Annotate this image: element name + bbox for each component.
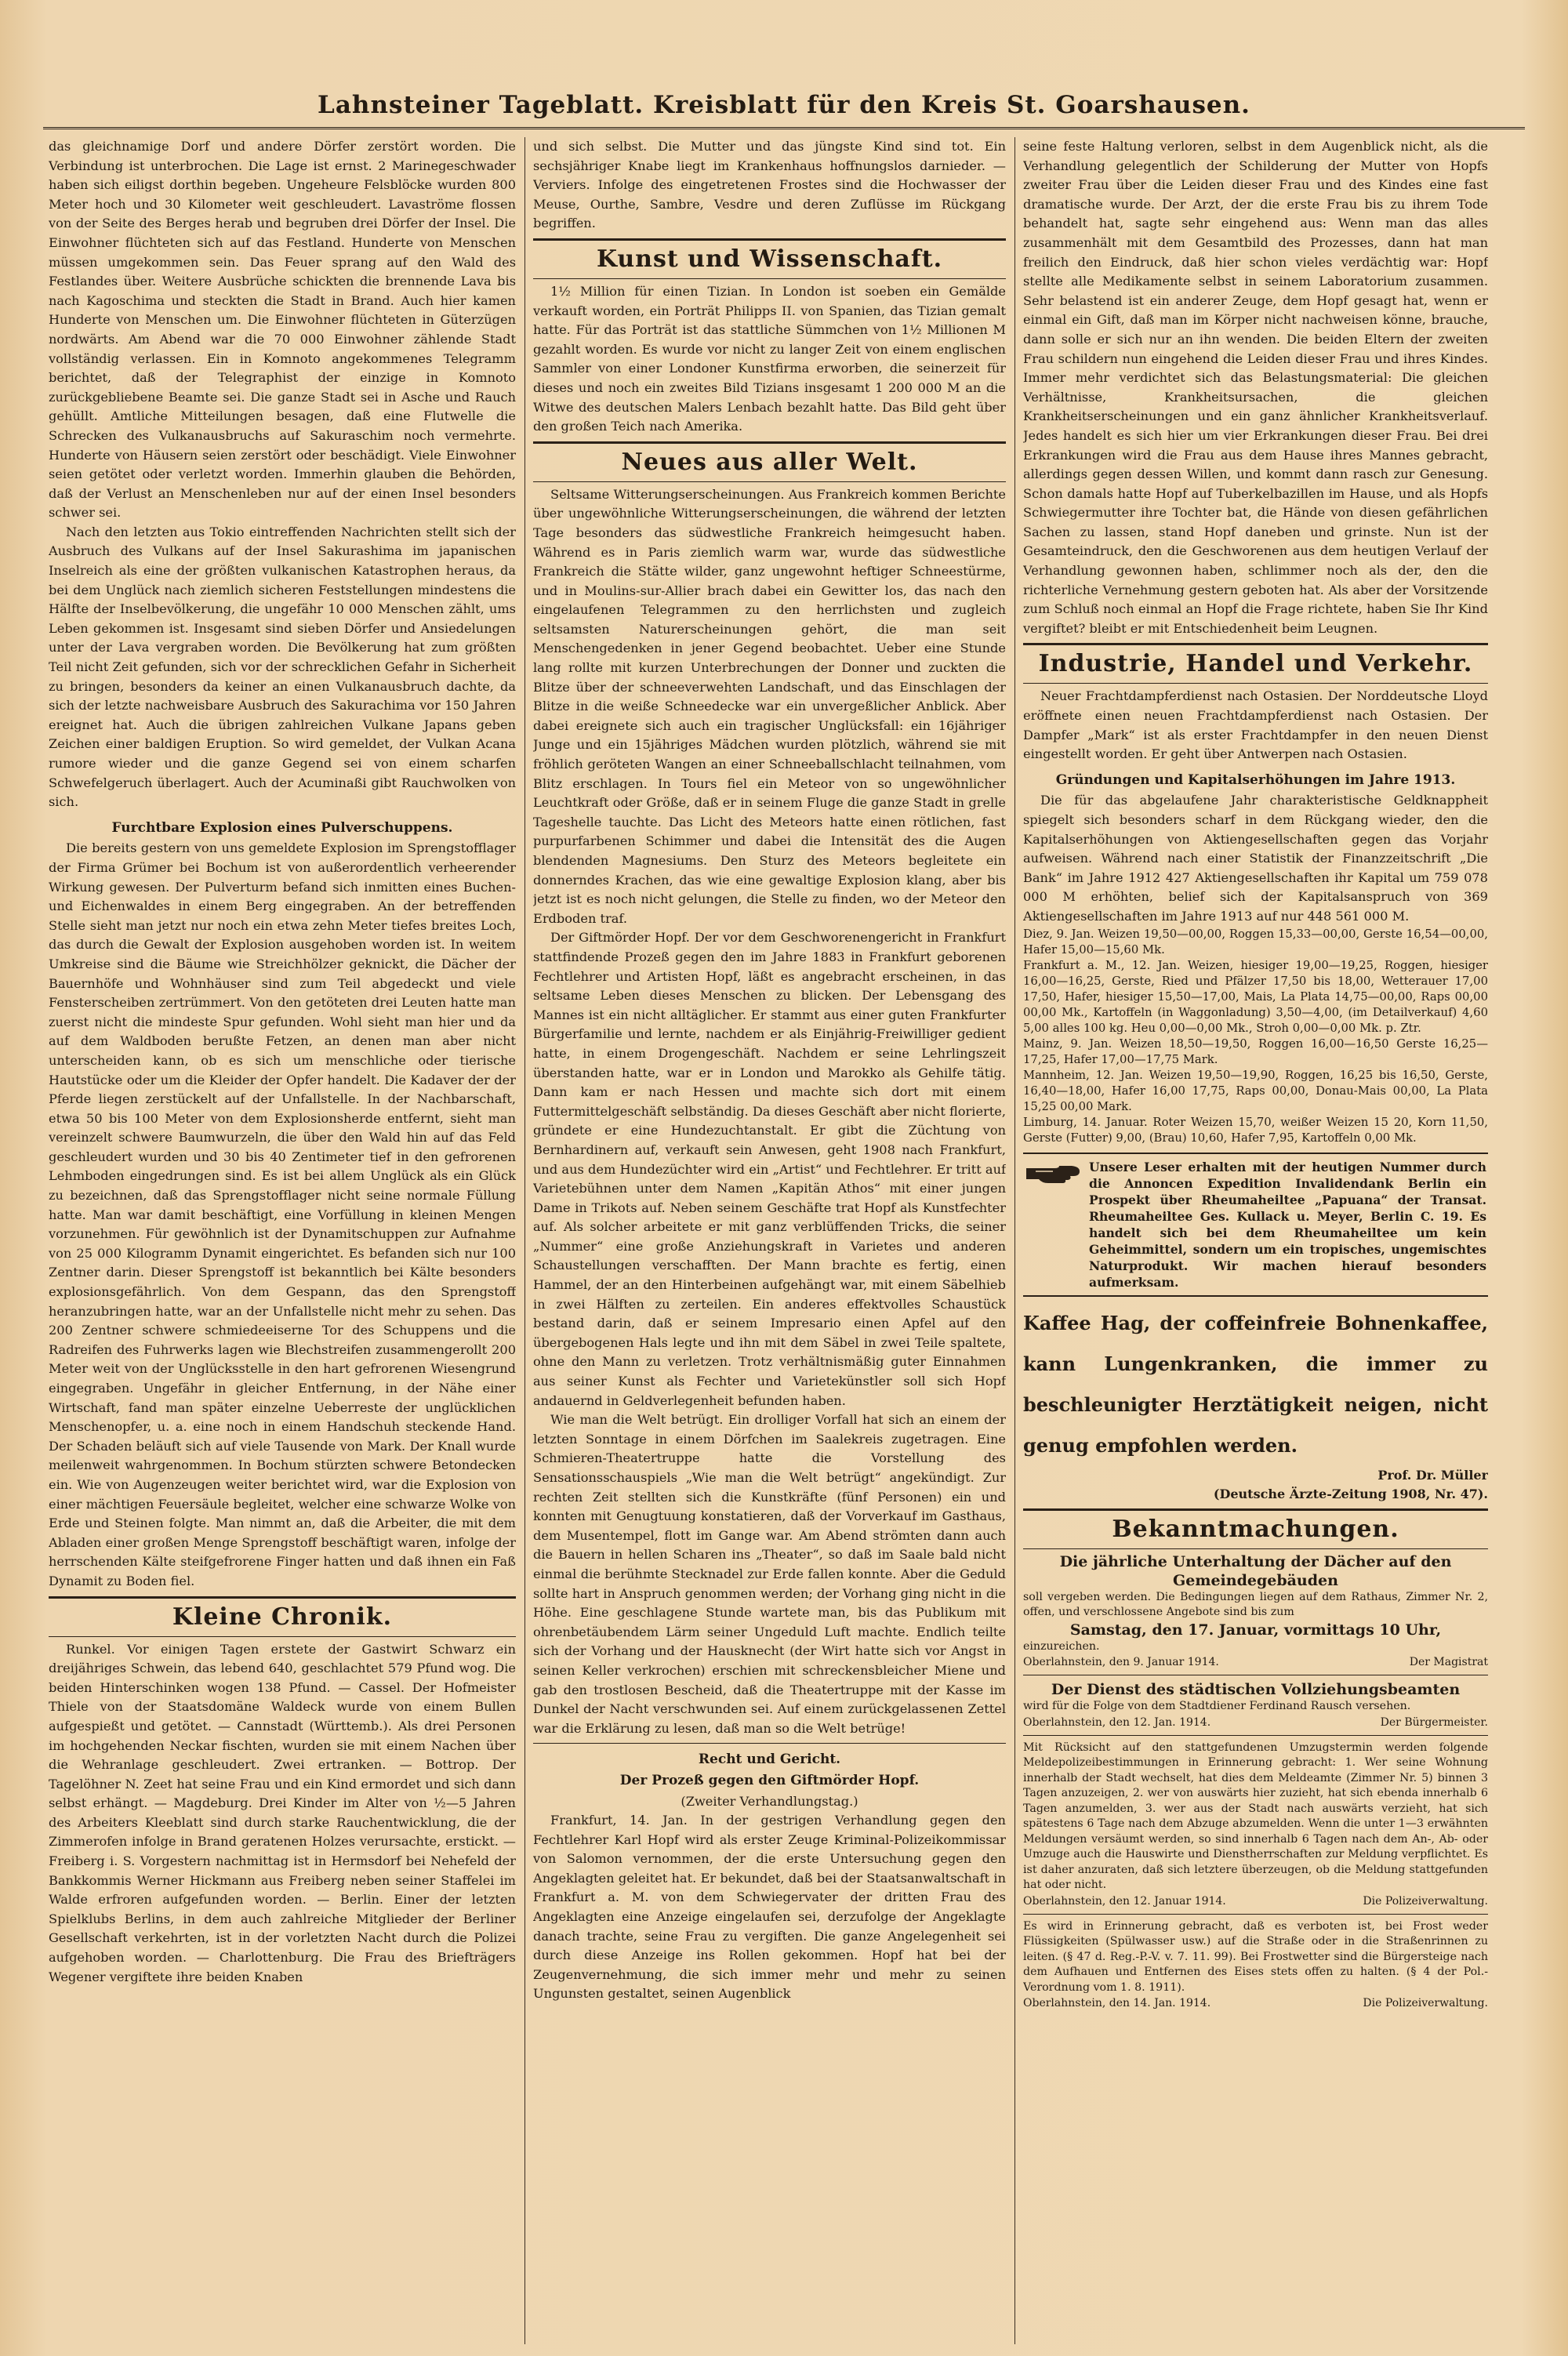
notice-daecher-sign: Der Magistrat — [1409, 1656, 1488, 1669]
headline-prozess-sub: (Zweiter Verhandlungstag.) — [681, 1793, 858, 1809]
article-tizian: 1½ Million für einen Tizian. In London ist soeben ein Gemälde verkauft worden, ein Porträt Philipps II. von Spanien, das Tizian gemalt hatte. Für das Porträt ist das stattliche Sümmchen von 1½ Millionen M gezahlt worden. Es wurde vor nicht zu langer Zeit von einem englischen Sammler von einer Londoner Kunstfirma erworben, die seinerzeit für dieses und noch ein zweites Bild Tizians insgesamt 1 200 000 M an die Witwe des deutschen Malers Lenbach bezahlt hatte. Das Bild geht über den großen Teich nach Amerika. — [533, 283, 1006, 434]
section-kleine-chronik: Kleine Chronik. — [49, 1596, 516, 1637]
market-reports — [1023, 927, 1488, 1146]
section-industrie: Industrie, Handel und Verkehr. — [1023, 643, 1488, 684]
divider — [1023, 1914, 1488, 1915]
market-diez: Diez, 9. Jan. Weizen 19,50—00,00, Roggen 15,33—00,00, Gerste 16,54—00,00, Hafer 15,00—15,60 Mk. — [1023, 927, 1488, 957]
market-limburg: Limburg, 14. Januar. Roter Weizen 15,70, weißer Weizen 15 20, Korn 11,50, Gerste (Futter) 9,00, (Brau) 10,60, Hafer 7,95, Kartoffeln 0,00 Mk. — [1023, 1115, 1488, 1145]
notice-melde — [1023, 1741, 1488, 1909]
notice-daecher-title: Die jährliche Unterhaltung der Dächer auf den Gemeindegebäuden — [1059, 1552, 1452, 1589]
masthead-rule — [43, 127, 1525, 129]
section-kunst: Kunst und Wissenschaft. — [533, 238, 1006, 279]
article-giftmoerder: Der Giftmörder Hopf. Der vor dem Geschworenengericht in Frankfurt stattfindende Prozeß gegen den im Jahre 1883 in Frankfurt geborenen Fechtlehrer und Artisten Hopf, läßt es angebracht erscheinen, in das seltsame Leben dieses Menschen zu blicken. Der Lebensgang des Mannes ist ein nicht alltäglicher. Er stammt aus einer guten Frankfurter Bürgerfamilie und lernte, nachdem er als Einjährig-Freiwilliger gedient hatte, in einem Drogengeschäft. Nachdem er seine Lehrlingszeit überstanden hatte, war er in London und Marokko als Gehilfe tätig. Dann kam er nach Hessen und machte sich dort mit einem Futtermittelgeschäft selbständig. Da dieses Geschäft aber nicht florierte, gründete er eine Hundezuchtanstalt. Er gibt die Züchtung von Bernhardinern auf, verkauft sein Anwesen, geht 1908 nach Frankfurt, und aus dem Hundezüchter wird ein „Artist“ und Fechtlehrer. Er tritt auf Varietebühnen unter dem Namen „Kapitän Athos“ mit einer jungen Dame in Trikots auf. Neben seinem Geschäfte trat Hopf als Kunstfechter auf. Als solcher arbeitete er mit ganz verblüffenden Tricks, die seiner „Nummer“ eine große Anziehungskraft in Varietes und anderen Schaustellungen verschafften. Der Mann brachte es fertig, einen Hammel, der an den Hinterbeinen aufgehängt war, mit einem Säbelhieb in zwei Hälften zu zerteilen. Ein anderes effektvolles Schaustück bestand darin, daß er seinem Impresario einen Apfel auf den übergebogenen Hals legte und ihn mit dem Säbel in zwei Teile spaltete, ohne den Mann zu verletzen. Trotz verhältnismäßig guter Einnahmen aus seiner Kunst als Fechter und Varietekünstler soll sich Hopf andauernd in Geldverlegenheit befunden haben. — [533, 930, 1006, 1408]
notice-vollziehung-title: Der Dienst des städtischen Vollziehungsbeamten — [1051, 1681, 1461, 1699]
section-recht: Recht und Gericht. — [698, 1752, 841, 1768]
notice-vollziehung-place: Oberlahnstein, den 12. Jan. 1914. — [1023, 1715, 1211, 1729]
ad-kaffee-hag-author: Prof. Dr. Müller — [1377, 1467, 1488, 1483]
notice-daecher-date: Samstag, den 17. Januar, vormittags 10 Uhr, — [1069, 1621, 1442, 1639]
notice-melde-sign: Die Polizeiverwaltung. — [1363, 1894, 1488, 1908]
ad-kaffee-hag-text: Kaffee Hag, der coffeinfreie Bohnenkaffee, kann Lungenkranken, die immer zu beschleunigter Herztätigkeit neigen, nicht genug empfohlen werden. — [1023, 1311, 1488, 1457]
column-2 — [533, 137, 1006, 2344]
ad-rheumaheiltee-text: Unsere Leser erhalten mit der heutigen Nummer durch die Annoncen Expedition Invalidendank Berlin ein Prospekt über Rheumaheiltee „Papuana“ der Transat. Rheumaheiltee Ges. Kullack u. Meyer, Berlin C. 19. Es handelt sich bei dem Rheumaheiltee um kein Geheimmittel, sondern um ein tropisches, ungemischtes Naturprodukt. Wir machen hierauf besonders aufmerksam. — [1089, 1159, 1486, 1290]
column-rule-2 — [1014, 137, 1015, 2344]
divider — [533, 1743, 1006, 1744]
article-kleine-chronik: Runkel. Vor einigen Tagen erstete der Gastwirt Schwarz ein dreijähriges Schwein, das lebend 640, geschlachtet 579 Pfund wog. Die beiden Hinterschinken wogen 138 Pfund. — Cassel. Der Hofmeister Thiele von der Staatsdomäne Waldeck wurde von einem Bullen aufgespießt und getötet. — Cannstadt (Württemb.). Als drei Personen im hochgehenden Neckar fischten, wurden sie mit einem Nachen über die Wehranlage geschleudert. Zwei ertranken. — Bottrop. Der Tagelöhner N. Zeet hat seine Frau und ein Kind ermordet und sich dann selbst erhängt. — Magdeburg. Drei Kinder im Alter von ½—5 Jahren des Arbeiters Kleeblatt sind durch starke Rauchentwicklung, die der Zimmerofen infolge in Brand geratenen Holzes verursachte, erstickt. — Freiberg i. S. Vorgestern nachmittag ist in Hermsdorf bei Nehefeld der Bankkommis Werner Hickmann aus Freiberg neben seiner Staffelei im Walde erfroren aufgefunden worden. — Berlin. Einer der letzten Spielklubs Berlins, in dem auch zahlreiche Mitglieder der Berliner Gesellschaft verkehrten, ist in der vorletzten Nacht durch die Polizei aufgehoben worden. — Charlottenburg. Die Frau des Briefträgers Wegener vergiftete ihre beiden Knaben — [49, 1641, 516, 1984]
notice-frost-text: Es wird in Erinnerung gebracht, daß es verboten ist, bei Frost weder Flüssigkeiten (Spülwasser usw.) auf die Straße oder in die Straßenrinnen zu leiten. (§ 47 d. Reg.-P.-V. v. 7. 11. 99). Bei Frostwetter sind die Bürgersteige nach dem Aufhauen und Entfernen des Eises stets offen zu halten. (§ 4 der Pol.-Verordnung vom 1. 8. 1911). — [1023, 1919, 1488, 1994]
section-bekanntmachungen: Bekanntmachungen. — [1023, 1508, 1488, 1549]
notice-frost — [1023, 1919, 1488, 2012]
pointing-hand-icon — [1025, 1159, 1081, 1185]
masthead: Lahnsteiner Tageblatt. Kreisblatt für den Kreis St. Goarshausen. — [318, 91, 1250, 119]
article-prozess-cont: seine feste Haltung verloren, selbst in dem Augenblick nicht, als die Verhandlung gelegentlich der Schilderung der Mutter von Hopfs zweiter Frau über die Leiden dieser Frau und des Kindes eine fast dramatische wurde. Der Arzt, der die erste Frau bis zu ihrem Tode behandelt hat, sagte sehr eingehend aus: Wenn man das alles zusammenhält mit dem Gesamtbild des Prozesses, dann hat man freilich den Eindruck, daß hier schon vieles verdächtig war: Hopf stellte alle Medikamente selbst in seinem Laboratorium zusammen. Sehr belastend ist ein anderer Zeuge, dem Hopf gesagt hat, wenn er einmal ein Gift, daß man im Körper nicht nachweisen könne, brauche, dann solle er sich nur an ihn wenden. Die beiden Eltern der zweiten Frau schildern nun eingehend die Leiden dieser Frau und ihres Kindes. Immer mehr verdichtet sich das Belastungsmaterial: Die gleichen Verhältnisse, Krankheitsursachen, die gleichen Krankheitserscheinungen und ein ganz ähnlicher Krankheitsverlauf. Jedes handelt es sich hier um vier Erkrankungen dieser Frau. Bei drei Erkrankungen wird die Frau aus dem Hause ihres Mannes gebracht, allerdings gegen dessen Willen, und kommt dann rasch zur Genesung. Schon damals hatte Hopf auf Tuberkelbazillen im Hause, und als Hopfs Schwiegermutter ihre Tochter bat, die Hände von diesen gefährlichen Sachen zu lassen, stand Hopf daneben und grinste. Nun ist der Gesamteindruck, den die Geschworenen aus dem heutigen Verlauf der Verhandlung gewonnen haben, schlimmer noch als der, den die richterliche Vernehmung gestern geboten hat. Als aber der Vorsitzende zum Schluß noch einmal an Hopf die Frage richtete, haben Sie Ihr Kind vergiftet? bleibt er mit Entschiedenheit beim Leugnen. — [1023, 139, 1488, 636]
ad-kaffee-hag — [1023, 1303, 1488, 1504]
headline-prozess: Der Prozeß gegen den Giftmörder Hopf. — [619, 1772, 920, 1788]
notice-daecher — [1023, 1552, 1488, 1671]
market-mannheim: Mannheim, 12. Jan. Weizen 19,50—19,90, Roggen, 16,25 bis 16,50, Gerste, 16,40—18,00, Hafer 16,00 17,75, Raps 00,00, Donau-Mais 00,00, La Plata 15,25 00,00 Mark. — [1023, 1068, 1488, 1113]
ad-kaffee-hag-source: (Deutsche Ärzte-Zeitung 1908, Nr. 47). — [1213, 1486, 1488, 1501]
notice-daecher-place: Oberlahnstein, den 9. Januar 1914. — [1023, 1656, 1219, 1669]
article-prozess: Frankfurt, 14. Jan. In der gestrigen Verhandlung gegen den Fechtlehrer Karl Hopf wird als erster Zeuge Kriminal-Polizeikommissar von Salomon vernommen, der die erste Untersuchung gegen den Angeklagten geleitet hat. Er bekundet, daß bei der Staatsanwaltschaft in Frankfurt a. M. von dem Schwiegervater der dritten Frau des Angeklagten eine Anzeige eingelaufen sei, derzufolge der Angeklagte danach trachte, seine Frau zu vergiften. Die ganze Angelegenheit sei durch diese Anzeige ins Rollen gekommen. Hopf hat bei der Zeugenvernehmung, die sich immer mehr und mehr zu seinen Ungunsten gestaltet, seinen Augenblick — [533, 1813, 1006, 2002]
article-explosion: Die bereits gestern von uns gemeldete Explosion im Sprengstofflager der Firma Grümer bei Bochum ist von außerordentlich verheerender Wirkung gewesen. Der Pulverturm befand sich inmitten eines Buchen- und Eichenwaldes in einem Berg eingegraben. An der betreffenden Stelle sieht man jetzt nur noch ein etwa zehn Meter tiefes breites Loch, das durch die Gewalt der Explosion ausgehoben worden ist. In weitem Umkreise sind die Bäume wie Streichhölzer geknickt, die Dächer der Bauernhöfe und Wohnhäuser sind zum Teil abgedeckt und viele Fensterscheiben zertrümmert. Von den getöteten drei Leuten hatte man zuerst nicht die mindeste Spur gefunden. Wohl sieht man hier und da auf dem Waldboden berußte Fetzen, an denen man aber nicht unterscheiden kann, ob es sich um menschliche oder tierische Hautstücke oder um die Kleider der Opfer handelt. Die Kadaver der der Pferde liegen zerstückelt auf der Unfallstelle. In der Nachbarschaft, etwa 50 bis 100 Meter von dem Explosionsherde entfernt, sieht man vereinzelt schwere Baumwurzeln, die über den Wald hin auf das Feld geschleudert wurden und 30 bis 40 Zentimeter tief in den gefrorenen Lehmboden eingedrungen sind. Es ist bei allem Unglück als ein Glück zu bezeichnen, daß das Sprengstofflager nicht seine normale Füllung hatte. Man war damit beschäftigt, eine Vorfüllung in kleinen Mengen vorzunehmen. Für gewöhnlich ist der Dynamitschuppen zur Aufnahme von 25 000 Kilogramm Dynamit eingerichtet. Es befanden sich nur 100 Zentner darin. Dieser Sprengstoff ist bekanntlich bei Kälte besonders explosionsgefährlich. Von dem Gespann, das den Sprengstoff heranzubringen hatte, war an der Unfallstelle nicht mehr zu sehen. Das 200 Zentner schwere schmiedeeiserne Tor des Schuppens und die Radreifen des Fuhrwerks lagen wie Blechstreifen zusammengerollt 200 Meter weit von der Unglücksstelle in den hart gefrorenen Wiesengrund eingegraben. Ungefähr in gleicher Entfernung, in der Nähe einer Wirtschaft, fand man später einzelne Ueberreste der unglücklichen Menschenopfer, u. a. eine noch in einem Handschuh steckende Hand. Der Schaden beläuft sich auf viele Tausende von Mark. Der Knall wurde meilenweit wahrgenommen. In Bochum stürzten schwere Betondecken ein. Wie von Augenzeugen weiter berichtet wird, war die Explosion von einer mächtigen Feuersäule begleitet, welcher eine schwarze Wolke von Erde und Steinen folgte. Man nimmt an, daß die Arbeiter, die mit dem Abladen einer großen Menge Sprengstoff beschäftigt waren, infolge der herrschenden Kälte steifgefrorene Finger hatten und daß ihnen ein Faß Dynamit zu Boden fiel. — [49, 840, 516, 1588]
divider — [1023, 1735, 1488, 1736]
notice-vollziehung — [1023, 1680, 1488, 1730]
column-1 — [49, 137, 516, 2344]
headline-gruendungen: Gründungen und Kapitalserhöhungen im Jahre 1913. — [1055, 771, 1456, 788]
article-chronik-cont: und sich selbst. Die Mutter und das jüngste Kind sind tot. Ein sechsjähriger Knabe liegt im Krankenhaus hoffnungslos darnieder. — Verviers. Infolge des eingetretenen Frostes sind die Hochwasser der Meuse, Ourthe, Sambre, Vesdre und deren Zuflüsse im Rückgang begriffen. — [533, 139, 1006, 231]
ad-rheumaheiltee — [1023, 1153, 1488, 1297]
column-3 — [1023, 137, 1488, 2344]
column-rule-1 — [524, 137, 525, 2344]
notice-melde-place: Oberlahnstein, den 12. Januar 1914. — [1023, 1894, 1226, 1908]
notice-daecher-text2: einzureichen. — [1023, 1639, 1100, 1653]
notice-vollziehung-text: wird für die Folge von dem Stadtdiener Ferdinand Rausch versehen. — [1023, 1700, 1411, 1713]
headline-explosion: Furchtbare Explosion eines Pulverschuppens. — [111, 819, 453, 836]
notice-frost-sign: Die Polizeiverwaltung. — [1363, 1997, 1488, 2010]
notice-frost-place: Oberlahnstein, den 14. Jan. 1914. — [1023, 1997, 1211, 2010]
section-neues: Neues aus aller Welt. — [533, 441, 1006, 482]
notice-vollziehung-sign: Der Bürgermeister. — [1380, 1715, 1488, 1729]
article-welt-betruegt: Wie man die Welt betrügt. Ein drolliger Vorfall hat sich an einem der letzten Sonntage in einem Dörfchen im Saalekreis zugetragen. Eine Schmieren-Theatertruppe hatte die Vorstellung des Sensationsschauspiels „Wie man die Welt betrügt“ angekündigt. Zur rechten Zeit stellten sich die Kunstkräfte (fünf Personen) ein und konnten mit Genugtuung konstatieren, daß der Vorverkauf im Gasthaus, dem Musentempel, flott im Gange war. Am Abend strömten dann auch die Bauern in hellen Scharen ins „Theater“, so daß im Saale bald nicht einmal die berühmte Stecknadel zur Erde fallen konnte. Aber die Geduld sollte hart in Anspruch genommen werden; der Vorhang ging nicht in die Höhe. Eine geschlagene Stunde wartete man, bis das Publikum mit ohrenbetäubendem Lärm seiner Ungeduld Luft machte. Endlich teilte sich der Vorhang und der Hausknecht (der Wirt hatte sich vor Angst in seinen Keller verkrochen) erschien mit schreckensbleicher Miene und gab den trostlosen Bescheid, daß die Theatertruppe mit der Kasse im Dunkel der Nacht verschwunden sei. Auf einem zurückgelassenen Zettel war die Erklärung zu lesen, daß man so die Welt betrüge! — [533, 1412, 1006, 1736]
market-mainz: Mainz, 9. Jan. Weizen 18,50—19,50, Roggen 16,00—16,50 Gerste 16,25—17,25, Hafer 17,00—17,75 Mark. — [1023, 1036, 1488, 1066]
article-volcano-cont: das gleichnamige Dorf und andere Dörfer zerstört worden. Die Verbindung ist unterbrochen. Die Lage ist ernst. 2 Marinegeschwader haben sich eiligst dorthin begeben. Ungeheure Felsblöcke wurden 800 Meter hoch und 30 Kilometer weit geschleudert. Lavaströme flossen von der Seite des Berges herab und begruben drei Dörfer der Insel. Die Einwohner flüchteten sich auf das Festland. Hunderte von Menschen müssen umgekommen sein. Das Feuer sprang auf den Wald des Festlandes über. Weitere Ausbrüche schickten die brennende Lava bis nach Kagoschima und steckten die Stadt in Brand. Auch hier kamen Hunderte von Menschen um. Die Einwohner flüchteten in Güterzügen nordwärts. Am Abend war die 70 000 Einwohner zählende Stadt vollständig verlassen. Ein in Komnoto angekommenes Telegramm berichtet, daß der Telegraphist der einzige in Komnoto zurückgebliebene Beamte sei. Die ganze Stadt sei in Asche und Rauch gehüllt. Amtliche Mitteilungen besagen, daß eine Flutwelle die Schrecken des Vulkanausbruchs auf Sakuraschim noch vermehrte. Hunderte von Häusern seien zerstört oder beschädigt. Viele Einwohner seien getötet oder verletzt worden. Immerhin glauben die Behörden, daß der Verlust an Menschenleben nur auf der einen Insel besonders schwer sei. — [49, 139, 516, 521]
market-frankfurt: Frankfurt a. M., 12. Jan. Weizen, hiesiger 19,00—19,25, Roggen, hiesiger 16,00—16,25, Gerste, Ried und Pfälzer 17,50 bis 18,00, Wetterauer 17,00 17,50, Hafer, hiesiger 15,50—17,00, Mais, La Plata 14,75—00,00, Raps 00,00 00,00 Mk., Kartoffeln (in Waggonladung) 3,50—4,00, (im Detailverkauf) 4,60 5,00 alles 100 kg. Heu 0,00—0,00 Mk., Stroh 0,00—0,00 Mk. p. Ztr. — [1023, 958, 1488, 1035]
notice-melde-text: Mit Rücksicht auf den stattgefundenen Umzugstermin werden folgende Meldepolizeibestimmungen in Erinnerung gebracht: 1. Wer seine Wohnung innerhalb der Stadt wechselt, hat dies dem Meldeamte (Zimmer Nr. 5) binnen 3 Tagen anzuzeigen, 2. wer von auswärts hier zuzieht, hat sich ebenda innerhalb 6 Tagen anzumelden, 3. wer aus der Stadt nach auswärts verzieht, hat sich spätestens 6 Tage nach dem Abzuge abzumelden. Wenn die unter 1—3 erwähnten Meldungen versäumt werden, so sind innerhalb 6 Tagen nach dem An-, Ab- oder Umzuge auch die Hauswirte und Dienstherrschaften zur Meldung verpflichtet. Es ist daher anzuraten, daß sich letztere überzeugen, ob die Meldung stattgefunden hat oder nicht. — [1023, 1741, 1488, 1892]
article-gruendungen: Die für das abgelaufene Jahr charakteristische Geldknappheit spiegelt sich besonders scharf in dem Rückgang wieder, den die Kapitalserhöhungen von Aktiengesellschaften gegen das Vorjahr aufweisen. Während nach einer Statistik der Finanzzeitschrift „Die Bank“ im Jahre 1912 427 Aktiengesellschaften ihr Kapital um 759 078 000 M erhöhten, belief sich der Kapitalsanspruch von 369 Aktiengesellschaften im Jahre 1913 auf nur 448 561 000 M. — [1023, 793, 1488, 924]
article-volcano-tokio: Nach den letzten aus Tokio eintreffenden Nachrichten stellt sich der Ausbruch des Vulkans auf der Insel Sakurashima im japanischen Inselreich als eine der größten vulkanischen Katastrophen heraus, da bei dem Unglück nach ziemlich sicheren Feststellungen mindestens die Hälfte der Inselbevölkerung, die ungefähr 10 000 Menschen zählt, ums Leben gekommen ist. Insgesamt sind sieben Dörfer und Ansiedelungen unter der Lava vergraben worden. Die Bevölkerung hat zum größten Teil nicht Zeit gefunden, sich vor der schrecklichen Gefahr in Sicherheit zu bringen, besonders da keiner an einen Vulkanausbruch dachte, da sich der letzte nachweisbare Ausbruch des Sakurachima vor 150 Jahren ereignet hat. Auch die übrigen zahlreichen Vulkane Japans geben Zeichen einer baldigen Eruption. So wird gemeldet, der Vulkan Acana rumore wieder und die ganze Gegend sei von einem scharfen Schwefelgeruch überlagert. Auch der Acuminaßi gibt Rauchwolken von sich. — [49, 524, 516, 810]
notice-daecher-text: soll vergeben werden. Die Bedingungen liegen auf dem Rathaus, Zimmer Nr. 2, offen, und verschlossene Angebote sind bis zum — [1023, 1590, 1488, 1619]
article-frachtdampfer: Neuer Frachtdampferdienst nach Ostasien. Der Norddeutsche Lloyd eröffnete einen neuen Frachtdampferdienst nach Ostasien. Der Dampfer „Mark“ ist als erster Frachtdampfer in den neuen Dienst eingestellt worden. Er geht über Antwerpen nach Ostasien. — [1023, 688, 1488, 762]
article-witterung: Seltsame Witterungserscheinungen. Aus Frankreich kommen Berichte über ungewöhnliche Witterungserscheinungen, die während der letzten Tage besonders das südwestliche Frankreich heimgesucht haben. Während es in Paris ziemlich warm war, wurde das südwestliche Frankreich die Stätte wilder, ganz ungewohnt heftiger Schneestürme, und in Moulins-sur-Allier brach dabei ein Gewitter los, das nach den eingelaufenen Telegrammen zu den herrlichsten und zugleich seltsamsten Naturerscheinungen gehört, die man seit Menschengedenken in jener Gegend beobachtet. Ueber eine Stunde lang rollte mit kurzen Unterbrechungen der Donner und zuckten die Blitze über der schneeverwehten Landschaft, und das Einschlagen der Blitze in die weiße Schneedecke war ein unvergeßlicher Anblick. Aber dabei ereignete sich auch ein tragischer Unglücksfall: ein 16jähriger Junge und ein 15jähriges Mädchen wurden plötzlich, während sie mit fröhlich geröteten Wangen an einer Schneeballschlacht teilnahmen, vom Blitz erschlagen. In Tours fiel ein Meteor von so ungewöhnlicher Leuchtkraft oder Größe, daß er in seinem Fluge die ganze Stadt in grelle Tageshelle tauchte. Das Licht des Meteors hatte einen rötlichen, fast purpurfarbenen Schimmer und dabei die Intensität des die Augen blendenden Magnesiums. Den Sturz des Meteors begleitete ein donnerndes Krachen, das wie eine gewaltige Explosion klang, aber bis jetzt ist es noch nicht gelungen, die Stelle zu finden, wo der Meteor den Erdboden traf. — [533, 486, 1006, 926]
